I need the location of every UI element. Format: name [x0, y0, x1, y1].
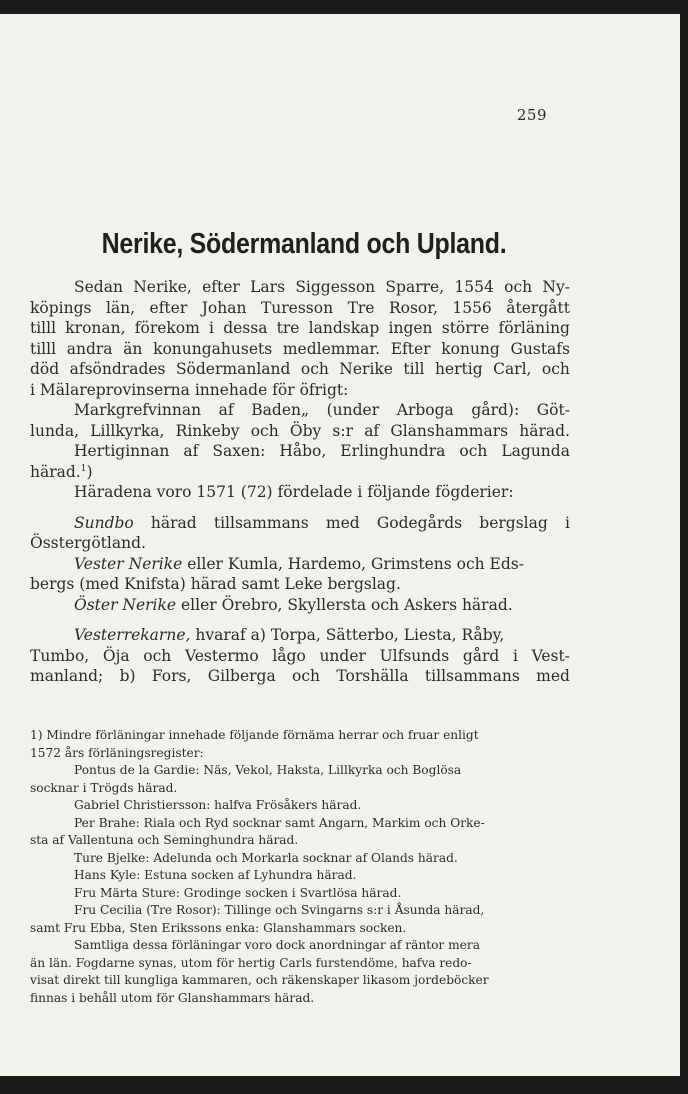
- footnote-entry-continued: sta af Vallentuna och Seminghundra härad.: [30, 833, 299, 847]
- main-text: [30, 277, 570, 687]
- line-text: härad.: [30, 462, 81, 481]
- text-line: Össtergötland.: [30, 534, 146, 552]
- district-line: [30, 595, 570, 616]
- book-page: [0, 14, 680, 1076]
- footnote-text: Mindre förläningar innehade följande förnäma herrar och fruar enligt: [46, 728, 479, 742]
- footnote-entry: Fru Märta Sture: Grodinge socken i Svartlösa härad.: [74, 885, 402, 900]
- chapter-title: Nerike, Södermanland och Upland.: [101, 228, 507, 260]
- district-name: Sundbo: [74, 513, 134, 532]
- text-line: lunda, Lillkyrka, Rinkeby och Öby s:r af Glanshammars härad.: [30, 421, 570, 440]
- footnote-closing-line: visat direkt till kungliga kammaren, och räkenskaper likasom jordeböcker: [30, 973, 489, 987]
- footnote-entry: Gabriel Christiersson: halfva Frösåkers härad.: [74, 798, 362, 812]
- line-text: eller Kumla, Hardemo, Grimstens och Eds-: [182, 554, 524, 573]
- district-name: Öster Nerike: [74, 595, 177, 614]
- district-line: Sundbo härad tillsammans med Godegårds bergslag i: [74, 513, 570, 532]
- footnote-entry: Per Brahe: Riala och Ryd socknar samt Angarn, Markim och Orke-: [74, 815, 485, 830]
- footnote-reference: 1: [80, 463, 87, 474]
- footnote-entry: Fru Cecilia (Tre Rosor): Tillinge och Svingarns s:r i Åsunda härad,: [74, 903, 485, 917]
- footnote-closing-line: Samtliga dessa förläningar voro dock anordningar af räntor mera: [74, 938, 480, 952]
- text-line: i Mälareprovinserna innehade för öfrigt:: [30, 380, 349, 399]
- footnote-line: [30, 727, 570, 745]
- footnote: [30, 727, 570, 1007]
- text-line: Markgrefvinnan af Baden„ (under Arboga gård): Göt-: [74, 401, 570, 419]
- footnote-entry-continued: socknar i Trögds härad.: [30, 780, 178, 795]
- text-line-with-note: [30, 462, 570, 483]
- footnote-entry-continued: samt Fru Ebba, Sten Erikssons enka: Glanshammars socken.: [30, 920, 407, 935]
- text-line: död afsöndrades Södermanland och Nerike till hertig Carl, och: [30, 360, 570, 378]
- footnote-entry: Pontus de la Gardie: Näs, Vekol, Haksta, Lillkyrka och Boglösa: [74, 763, 462, 777]
- footnote-line: 1572 års förläningsregister:: [30, 745, 204, 760]
- footnote-closing-line: än län. Fogdarne synas, utom för hertig Carls furstendöme, hafva redo-: [30, 955, 472, 970]
- footnote-closing-line: finnas i behåll utom för Glanshammars härad.: [30, 990, 315, 1005]
- line-text: hvaraf a) Torpa, Sätterbo, Liesta, Råby,: [190, 626, 505, 644]
- line-text: eller Örebro, Skyllersta och Askers härad.: [176, 595, 513, 614]
- text-line: manland; b) Fors, Gilberga och Torshälla tillsammans med: [30, 667, 570, 685]
- district-line: [30, 625, 570, 646]
- text-line: tilll kronan, förekom i dessa tre landskap ingen större förläning: [30, 319, 570, 337]
- page-number: 259: [516, 106, 547, 124]
- text-line: Hertiginnan af Saxen: Håbo, Erlinghundra och Lagunda: [74, 442, 570, 460]
- footnote-mark: 1): [30, 728, 43, 742]
- text-line: Häradena voro 1571 (72) fördelade i följande fögderier:: [74, 483, 514, 501]
- text-line: tilll andra än konungahusets medlemmar. Efter konung Gustafs: [30, 339, 570, 358]
- text-line: Sedan Nerike, efter Lars Siggesson Sparre, 1554 och Ny-: [74, 278, 570, 296]
- district-line: [30, 554, 570, 575]
- footnote-entry: Ture Bjelke: Adelunda och Morkarla socknar af Olands härad.: [74, 850, 458, 865]
- text-line: bergs (med Knifsta) härad samt Leke bergslag.: [30, 575, 401, 593]
- footnote-entry: Hans Kyle: Estuna socken af Lyhundra härad.: [74, 868, 357, 882]
- district-name: Vesterrekarne,: [74, 626, 191, 644]
- text-line: köpings län, efter Johan Turesson Tre Rosor, 1556 återgått: [30, 298, 570, 317]
- text-line: Tumbo, Öja och Vestermo lågo under Ulfsunds gård i Vest-: [30, 646, 570, 665]
- note-paren: ): [86, 462, 93, 481]
- district-name: Vester Nerike: [74, 554, 183, 573]
